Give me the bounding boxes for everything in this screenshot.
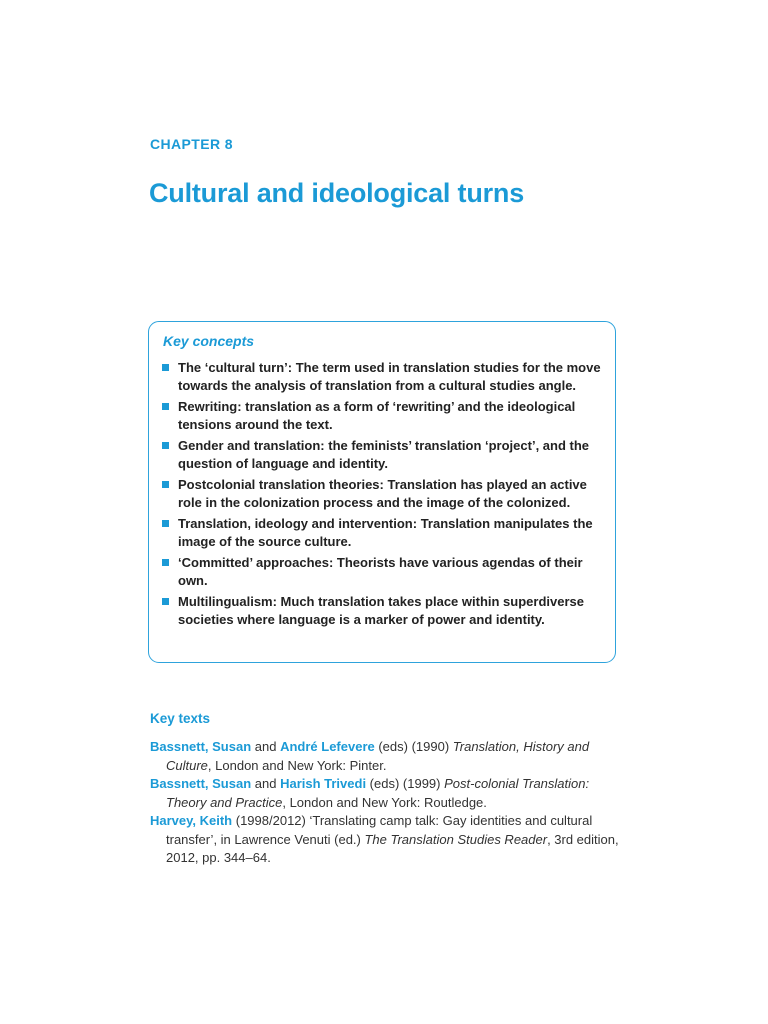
concept-text: The ‘cultural turn’: The term used in translation studies for the move towards the analysis of translation from a cultural studies angle. [178, 360, 601, 393]
key-texts-list [150, 738, 620, 868]
square-bullet-icon [162, 442, 169, 449]
key-concepts-box [148, 321, 616, 663]
reference-details: (eds) (1990) [374, 739, 453, 754]
reference-details: (1998/2012) ‘Translating camp talk: Gay identities and cultural transfer’, in Lawrence Venuti (ed.) [166, 813, 593, 847]
square-bullet-icon [162, 403, 169, 410]
reference-author: Bassnett, Susan [150, 776, 252, 791]
reference-publisher: , London and New York: Routledge. [282, 794, 487, 810]
square-bullet-icon [162, 481, 169, 488]
key-concepts-list [162, 359, 608, 632]
reference-author: Bassnett, Susan [150, 739, 252, 754]
list-item [162, 359, 608, 395]
concept-text: Translation, ideology and intervention: Translation manipulates the image of the source culture. [178, 516, 593, 549]
reference-item [150, 775, 620, 812]
list-item [162, 593, 608, 629]
list-item [162, 398, 608, 434]
list-item [162, 437, 608, 473]
reference-item [150, 812, 620, 868]
concept-text: ‘Committed’ approaches: Theorists have various agendas of their own. [178, 555, 583, 588]
reference-author: André Lefevere [280, 739, 375, 754]
square-bullet-icon [162, 364, 169, 371]
reference-author: Harvey, Keith [150, 813, 233, 828]
reference-publisher: , London and New York: Pinter. [207, 757, 387, 773]
concept-text: Postcolonial translation theories: Translation has played an active role in the colonization process and the image of the colonized. [178, 477, 587, 510]
reference-details: (eds) (1999) [366, 776, 445, 791]
reference-item [150, 738, 620, 775]
key-concepts-heading: Key concepts [163, 333, 255, 349]
list-item [162, 476, 608, 512]
key-texts-heading: Key texts [150, 711, 211, 726]
reference-title: Translation, History and Culture [166, 739, 590, 773]
reference-title: Post-colonial Translation: Theory and Practice [166, 776, 590, 810]
concept-text: Rewriting: translation as a form of ‘rewriting’ and the ideological tensions around the text. [178, 399, 576, 432]
list-item [162, 515, 608, 551]
chapter-label: CHAPTER 8 [150, 136, 233, 152]
reference-title: The Translation Studies Reader [364, 831, 548, 847]
square-bullet-icon [162, 598, 169, 605]
square-bullet-icon [162, 520, 169, 527]
reference-publisher: , 3rd edition, 2012, pp. 344–64. [166, 831, 619, 865]
concept-text: Multilingualism: Much translation takes place within superdiverse societies where language is a marker of power and identity. [178, 594, 584, 627]
chapter-title: Cultural and ideological turns [149, 178, 525, 208]
list-item [162, 554, 608, 590]
reference-author: Harish Trivedi [280, 776, 367, 791]
concept-text: Gender and translation: the feminists’ translation ‘project’, and the question of language and identity. [178, 438, 590, 471]
square-bullet-icon [162, 559, 169, 566]
reference-conjunction: and [251, 739, 281, 754]
reference-conjunction: and [251, 776, 281, 791]
